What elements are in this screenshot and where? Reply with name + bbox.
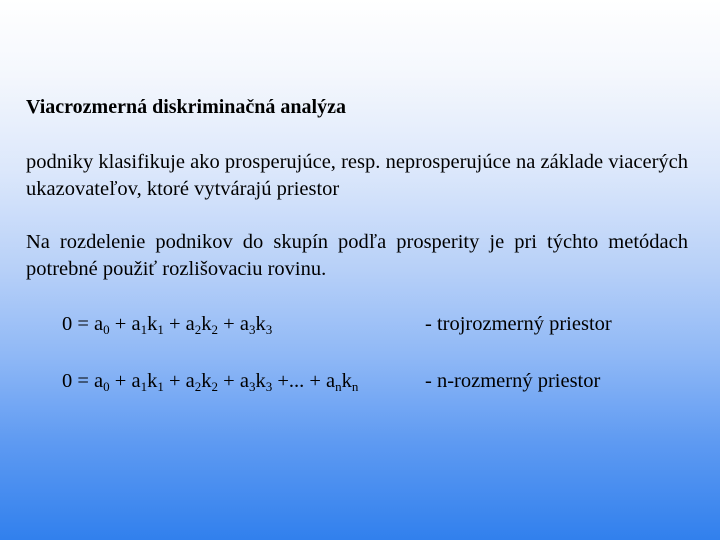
equation-description-nd: - n-rozmerný priestor	[425, 370, 601, 392]
paragraph-separating-plane: Na rozdelenie podnikov do skupín podľa prosperity je pri týchto metódach potrebné použiť rozlišovaciu rovinu.	[26, 231, 688, 280]
paragraph-classification: podniky klasifikuje ako prosperujúce, resp. neprosperujúce na základe viacerých ukazovateľov, ktoré vytvárajú priestor	[26, 151, 688, 200]
slide-title: Viacrozmerná diskriminačná analýza	[26, 96, 346, 118]
equation-row-3d	[62, 313, 612, 337]
equation-formula-3d: $0 = a_0 + a_1k_1 + a_2k_2 + a_3k_3$	[62, 313, 273, 337]
equation-row-nd	[62, 370, 601, 394]
equation-formula-nd: $0 = a_0 + a_1k_1 + a_2k_2 + a_3k_3$ +... + $a_nk_n$	[62, 370, 359, 394]
equation-description-3d: - trojrozmerný priestor	[425, 313, 612, 335]
